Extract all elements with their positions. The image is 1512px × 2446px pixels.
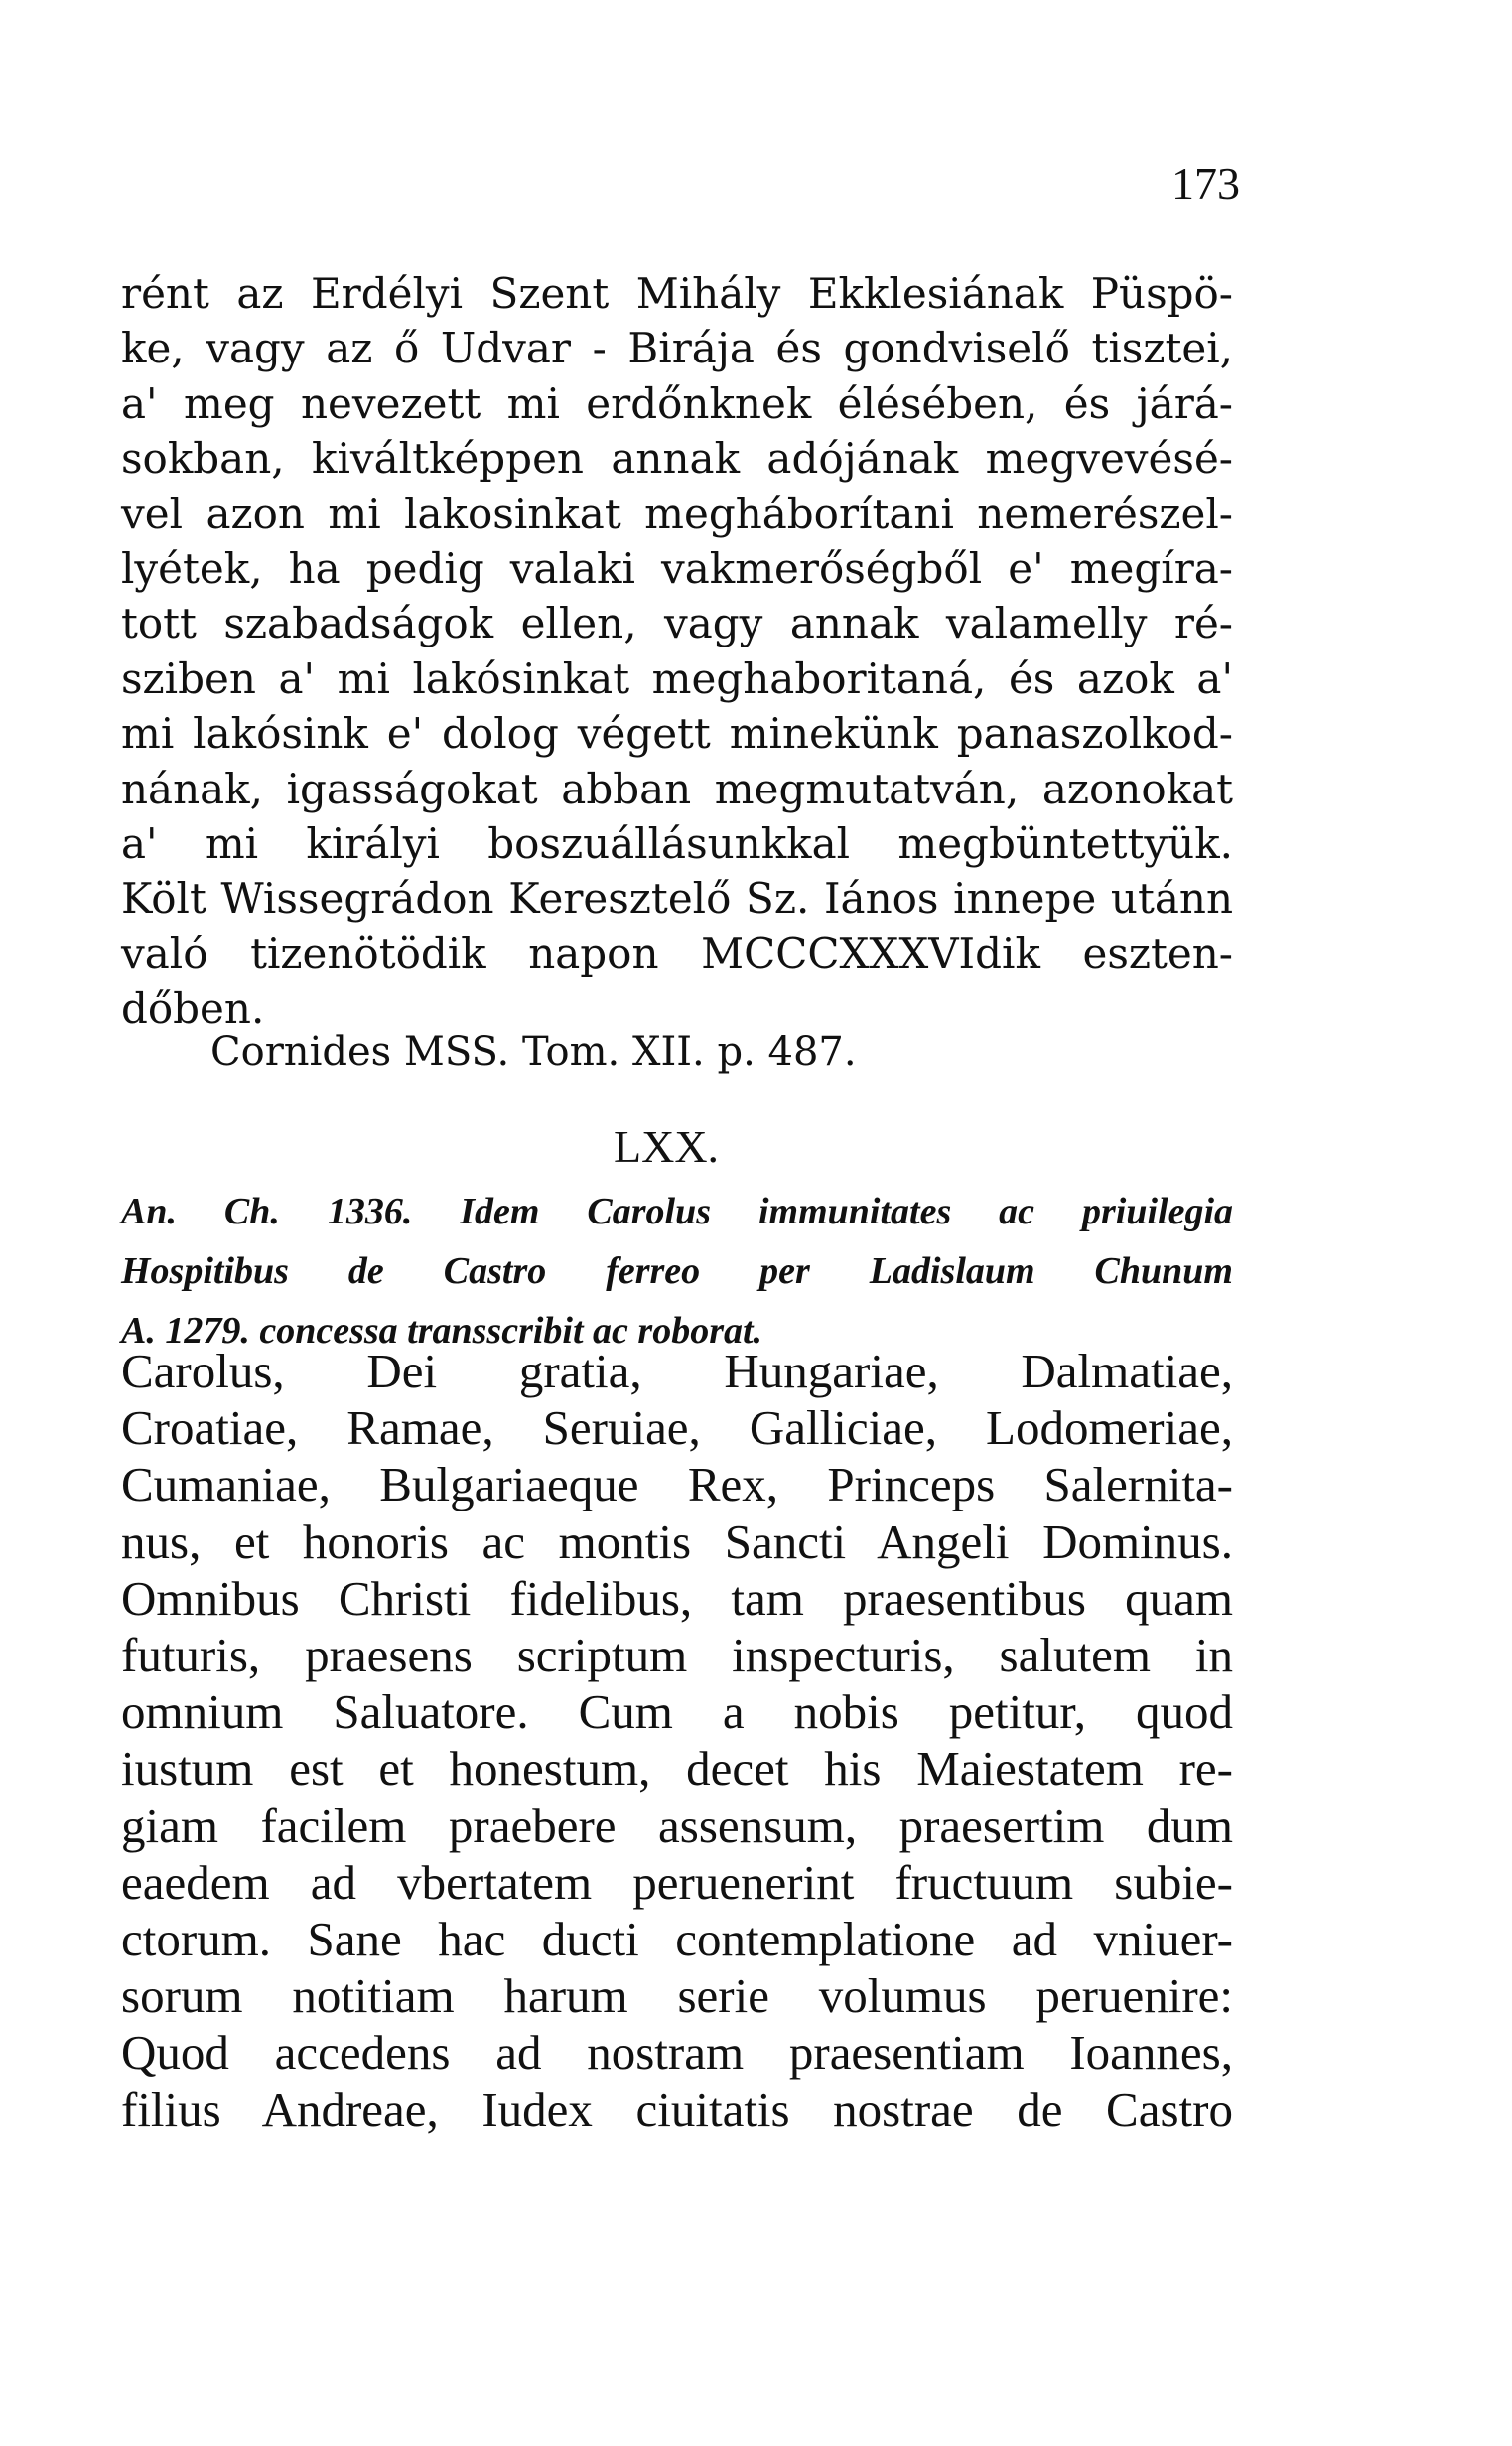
text-line: dőben. — [121, 984, 265, 1034]
text-line: nának, igasságokat abban megmutatván, azonokat — [121, 764, 1233, 813]
text-line: nus, et honoris ac montis Sancti Angeli Dominus. — [121, 1513, 1233, 1569]
text-line: filius Andreae, Iudex ciuitatis nostrae de Castro — [121, 2082, 1233, 2137]
text-line: iustum est et honestum, decet his Maiestatem re- — [121, 1741, 1233, 1797]
text-line: Carolus, Dei gratia, Hungariae, Dalmatiae, — [121, 1344, 1233, 1398]
text-line: a' meg nevezett mi erdőnknek élésében, és járá- — [121, 378, 1233, 428]
text-line: lyétek, ha pedig valaki vakmerőségből e' megíra- — [121, 544, 1233, 594]
document-number-heading: LXX. — [614, 1121, 720, 1172]
hungarian-paragraph — [121, 266, 1233, 1037]
text-line: omnium Saluatore. Cum a nobis petitur, quod — [121, 1684, 1233, 1740]
text-line: Omnibus Christi fidelibus, tam praesentibus quam — [121, 1570, 1233, 1626]
text-line: mi lakósink e' dolog végett minekünk panaszolkod- — [121, 709, 1233, 759]
text-line: giam facilem praebere assensum, praesertim dum — [121, 1798, 1233, 1853]
text-line: vel azon mi lakosinkat megháborítani nemerészel- — [121, 489, 1233, 538]
text-line: a' mi királyi boszuállásunkkal megbüntettyük. — [121, 819, 1233, 869]
text-line: eaedem ad vbertatem peruenerint fructuum subie- — [121, 1854, 1233, 1910]
text-line: tott szabadságok ellen, vagy annak valamelly ré- — [121, 599, 1233, 648]
text-line: Quod accedens ad nostram praesentiam Ioannes, — [121, 2025, 1233, 2081]
text-line: való tizenötödik napon MCCCXXXVIdik eszten- — [121, 929, 1233, 978]
text-line: Költ Wissegrádon Keresztelő Sz. Iános innepe utánn — [121, 874, 1233, 924]
page-number: 173 — [1171, 158, 1240, 209]
text-line: sorum notitiam harum serie volumus peruenire: — [121, 1968, 1233, 2024]
text-line: sokban, kiváltképpen annak adójának megvevésé- — [121, 434, 1233, 484]
text-line: Cumaniae, Bulgariaeque Rex, Princeps Salernita- — [121, 1457, 1233, 1512]
summary-line: A. 1279. concessa transscribit ac roborat. — [121, 1310, 763, 1352]
summary-line: An. Ch. 1336. Idem Carolus immunitates ac priuilegia — [121, 1191, 1233, 1232]
text-line: futuris, praesens scriptum inspecturis, salutem in — [121, 1628, 1233, 1683]
text-line: ctorum. Sane hac ducti contemplatione ad vniuer- — [121, 1912, 1233, 1967]
latin-summary — [121, 1182, 1233, 1361]
text-line: rént az Erdélyi Szent Mihály Ekklesiának Püspö- — [121, 269, 1233, 318]
source-citation: Cornides MSS. Tom. XII. p. 487. — [210, 1029, 857, 1075]
text-line: ke, vagy az ő Udvar - Birája és gondviselő tisztei, — [121, 324, 1233, 373]
latin-charter-text — [121, 1343, 1233, 2138]
summary-line: Hospitibus de Castro ferreo per Ladislaum Chunum — [121, 1250, 1233, 1292]
text-line: Croatiae, Ramae, Seruiae, Galliciae, Lodomeriae, — [121, 1400, 1233, 1456]
text-line: sziben a' mi lakósinkat meghaboritaná, és azok a' — [121, 653, 1233, 703]
